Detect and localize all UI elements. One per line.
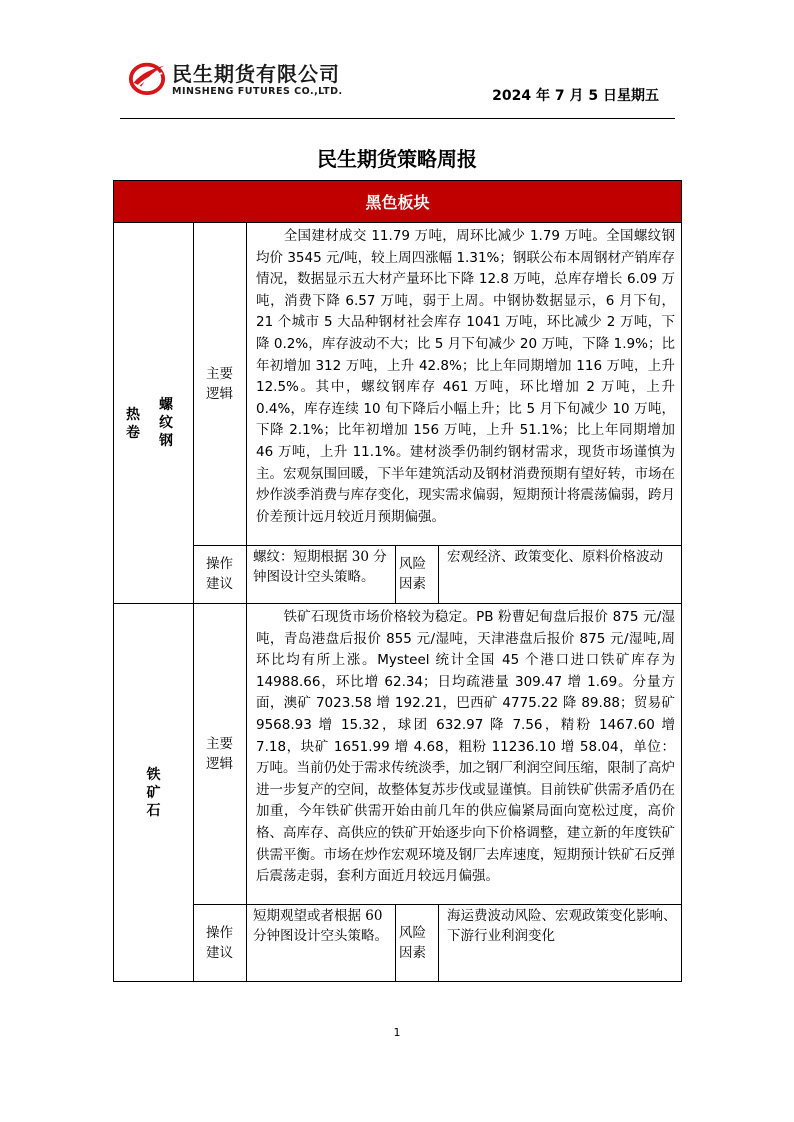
section-title: 黑色板块 (114, 181, 682, 223)
risk-label: 风险 因素 (396, 905, 439, 982)
report-date: 2024 年 7 月 5 日星期五 (492, 88, 659, 104)
rebar-advice-text: 螺纹：短期根据 30 分钟图设计空头策略。 (247, 545, 396, 603)
rebar-logic-text: 全国建材成交 11.79 万吨，周环比减少 1.79 万吨。全国螺纹钢均价 3545 元/吨，较上周四涨幅 1.31%；钢联公布本周钢材产销库存情况，数据显示五大材产量环比下降 12.8 万吨，总库存增长 6.09 万吨，消费下降 6.57 万吨，弱于上周。中钢协数据显示，6 月下旬，21 个城市 5 大品种钢材社会库存 1041 万吨，环比减少 2 万吨，下降 0.2%，库存波动不大；比 5 月下旬减少 20 万吨，下降 1.9%；比年初增加 312 万吨，上升 42.8%；比上年同期增加 116 万吨，上升 12.5%。其中，螺纹钢库存 461 万吨，环比增加 2 万吨，上升 0.4%，库存连续 10 旬下降后小幅上升；比 5 月下旬减少 10 万吨，下降 2.1%；比年初增加 156 万吨，上升 51.1%；比上年同期增加 46 万吨，上升 11.1%。建材淡季仍制约钢材需求，现货市场谨慎为主。宏观氛围回暖，下半年建筑活动及钢材消费预期有望好转，市场在炒作淡季消费与库存变化，现实需求偏弱，短期预计将震荡偏弱，跨月价差预计远月较近月预期偏强。 (247, 223, 682, 546)
category-iron-ore: 铁 矿 石 (114, 604, 194, 982)
strategy-table (113, 180, 682, 982)
company-logo (128, 56, 368, 100)
risk-label: 风险 因素 (396, 545, 439, 603)
advice-label: 操作 建议 (194, 905, 247, 982)
section-row (114, 181, 682, 223)
ore-advice-text: 短期观望或者根据 60 分钟图设计空头策略。 (247, 905, 396, 982)
category-rebar (114, 223, 194, 604)
category-label-hot-coil: 热 卷 (126, 407, 140, 441)
rebar-logic-row (114, 223, 682, 546)
rebar-advice-row (114, 545, 682, 603)
minsheng-logo-icon (128, 58, 166, 96)
company-name-cn: 民生期货有限公司 (172, 62, 340, 86)
company-name-en: MINSHENG FUTURES CO.,LTD. (172, 86, 343, 97)
advice-label: 操作 建议 (194, 545, 247, 603)
page-number: 1 (393, 1026, 401, 1039)
ore-risk-text: 海运费波动风险、宏观政策变化影响、下游行业利润变化 (439, 905, 682, 982)
logic-label: 主要 逻辑 (194, 223, 247, 546)
header-divider (120, 118, 675, 119)
category-label-rebar: 螺 纹 钢 (159, 397, 173, 449)
ore-logic-row (114, 604, 682, 905)
ore-logic-text: 铁矿石现货市场价格较为稳定。PB 粉曹妃甸盘后报价 875 元/湿吨，青岛港盘后报价 855 元/湿吨，天津港盘后报价 875 元/湿吨,周环比均有所上涨。Mysteel 统计全国 45 个港口进口铁矿库存为 14988.66，环比增 62.34；日均疏港量 309.47 增 1.69。分量方面，澳矿 7023.58 增 192.21，巴西矿 4775.22 降 89.88；贸易矿 9568.93 增 15.32，球团 632.97 降 7.56，精粉 1467.60 增 7.18，块矿 1651.99 增 4.68，粗粉 11236.10 增 58.04，单位：万吨。当前仍处于需求传统淡季，加之钢厂利润空间压缩，限制了高炉进一步复产的空间，故整体复苏步伐或显谨慎。目前铁矿供需矛盾仍在加重，今年铁矿供需开始由前几年的供应偏紧局面向宽松过度，高价格、高库存、高供应的铁矿开始逐步向下价格调整，建立新的年度铁矿供需平衡。市场在炒作宏观环境及钢厂去库速度，短期预计铁矿石反弹后震荡走弱，套利方面近月较远月偏强。 (247, 604, 682, 905)
page-header (120, 52, 675, 118)
ore-advice-row (114, 905, 682, 982)
rebar-risk-text: 宏观经济、政策变化、原料价格波动 (439, 545, 682, 603)
report-title: 民生期货策略周报 (317, 147, 477, 171)
logic-label: 主要 逻辑 (194, 604, 247, 905)
